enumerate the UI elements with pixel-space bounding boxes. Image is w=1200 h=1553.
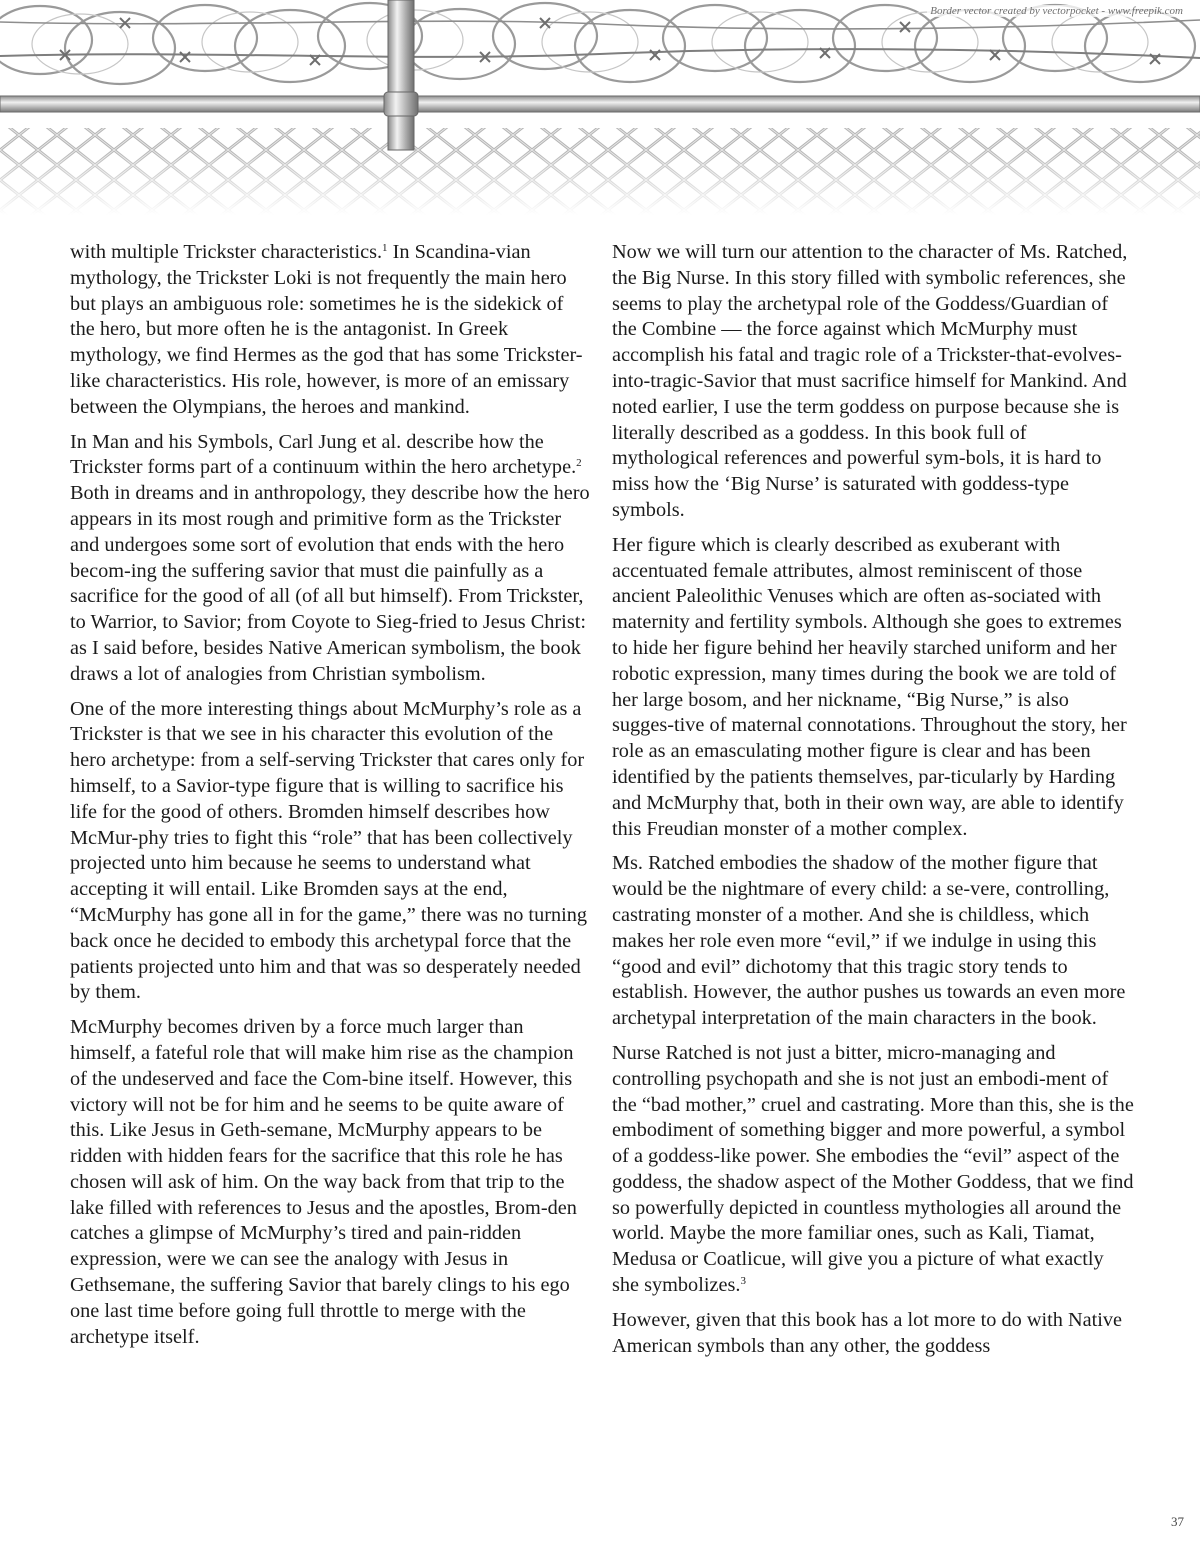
paragraph: However, given that this book has a lot more to do with Native American symbols than any other, the goddess [612,1308,1123,1357]
paragraph: Her figure which is clearly described as exuberant with accentuated female attributes, almost reminiscent of those ancient Paleolithic Venuses which are often as-sociated with maternity and fertility symbols. Although she goes to extremes to hide her figure behind her heavily starched uniform and her robotic expression, many times during the book we are told of her large bosom, and her nickname, “Big Nurse,” is also sugges-tive of maternal connotations. Throughout the story, her role as an emasculating mother figure is clear and has been identified by the patients themselves, par-ticularly by Harding and McMurphy that, both in their own way, are able to identify this Freudian monster of a mother complex. [612,533,1127,840]
footnote-marker: 3 [740,1275,746,1288]
paragraph: Now we will turn our attention to the character of Ms. Ratched, the Big Nurse. In this story filled with symbolic references, she seems to play the archetypal role of the Goddess/Guardian of the Combine — the force against which McMurphy must accomplish his fatal and tragic role of a Trickster-that-evolves-into-tragic-Savior that must sacrifice himself for Mankind. And noted earlier, I use the term goddess on purpose because she is literally described as a goddess. In this book full of mythological references and powerful sym-bols, it is hard to miss how the ‘Big Nurse’ is saturated with goddess-type symbols. [612,241,1128,521]
fence-banner-illustration [0,0,1200,215]
page-number: 37 [1171,1514,1184,1529]
footnote-marker: 2 [576,457,582,470]
paragraph: In Man and his Symbols, Carl Jung et al. describe how the Trickster forms part of a continuum within the hero archetype.$^2$ Both in dreams and in anthropology, they describe how the hero appears in its most rough and primitive form as the Trickster and undergoes some sort of evolution that ends with the hero becom-ing the suffering savior that must die painfully as a sacrifice for the good of all (of all but himself). From Trickster, to Warrior, to Savior; from Coyote to Sieg-fried to Jesus Christ: as I said before, besides Native American symbolism, the book draws a lot of analogies from Christian symbolism. [70,430,590,685]
paragraph: McMurphy becomes driven by a force much larger than himself, a fateful role that will make him rise as the champion of the undeserved and face the Com-bine itself. However, this victory will not be for him and he seems to be quite aware of this. Like Jesus in Geth-semane, McMurphy appears to be ridden with hidden fears for the sacrifice that this role he has chosen will ask of him. On the way back from that trip to the lake filled with references to Jesus and the apostles, Brom-den catches a glimpse of McMurphy’s tired and pain-ridden expression, were we can see the analogy with Jesus in Gethsemane, the suffering Savior that barely clings to his ego one last time before going full throttle to merge with the archetype itself. [70,1016,577,1348]
paragraph: Nurse Ratched is not just a bitter, micro-managing and controlling psychopath and she is not just an embodi-ment of the “bad mother,” cruel and castrating. More than this, she is the embodiment of something bigger and more powerful, a symbol of a goddess-like power. She embodies the “evil” aspect of the goddess, the shadow aspect of the Mother Goddess, that we find so powerfully depicted in countless mythologies all around the world. Maybe the more familiar ones, such as Kali, Tiamat, Medusa or Coatlicue, will give you a picture of what exactly she symbolizes.$^3$ [612,1041,1134,1297]
footnote-marker: 1 [382,242,388,254]
paragraph: Ms. Ratched embodies the shadow of the mother figure that would be the nightmare of every child: a se-vere, controlling, castrating monster of a mother. And she is childless, which makes her role even more “evil,” if we indulge in using this “good and evil” dichotomy that this tragic story tends to establish. However, the author pushes us towards an even more archetypal interpretation of the main characters in the book. [612,852,1126,1030]
paragraph: One of the more interesting things about McMurphy’s role as a Trickster is that we see in his character this evolution of the hero archetype: from a self-serving Trickster that cares only for himself, to a Savior-type figure that is willing to sacrifice his life for the good of others. Bromden himself describes how McMur-phy tries to fight this “role” that has been collectively projected unto him because he seems to understand what accepting it will entail. Like Bromden says at the end, “McMurphy has gone all in for the game,” there was no turning back once he decided to embody this archetypal force that the patients projected unto him and that was so desperately needed by them. [70,697,588,1004]
paragraph: with multiple Trickster characteristics.$^1$ In Scandina-vian mythology, the Trickster Loki is not frequently the main hero but plays an ambiguous role: sometimes he is the sidekick of the hero, but more often he is the antagonist. In Greek mythology, we find Hermes as the god that has some Trickster-like characteristics. His role, however, is more of an emissary between the Olympians, the heroes and mankind. [70,241,583,418]
text-column-right [612,240,1134,1368]
barbed-wire-fence-graphic [0,0,1200,215]
illustration-credit: Border vector created by vectorpocket - www.freepik.com [927,5,1186,17]
text-column-left [70,240,592,1359]
